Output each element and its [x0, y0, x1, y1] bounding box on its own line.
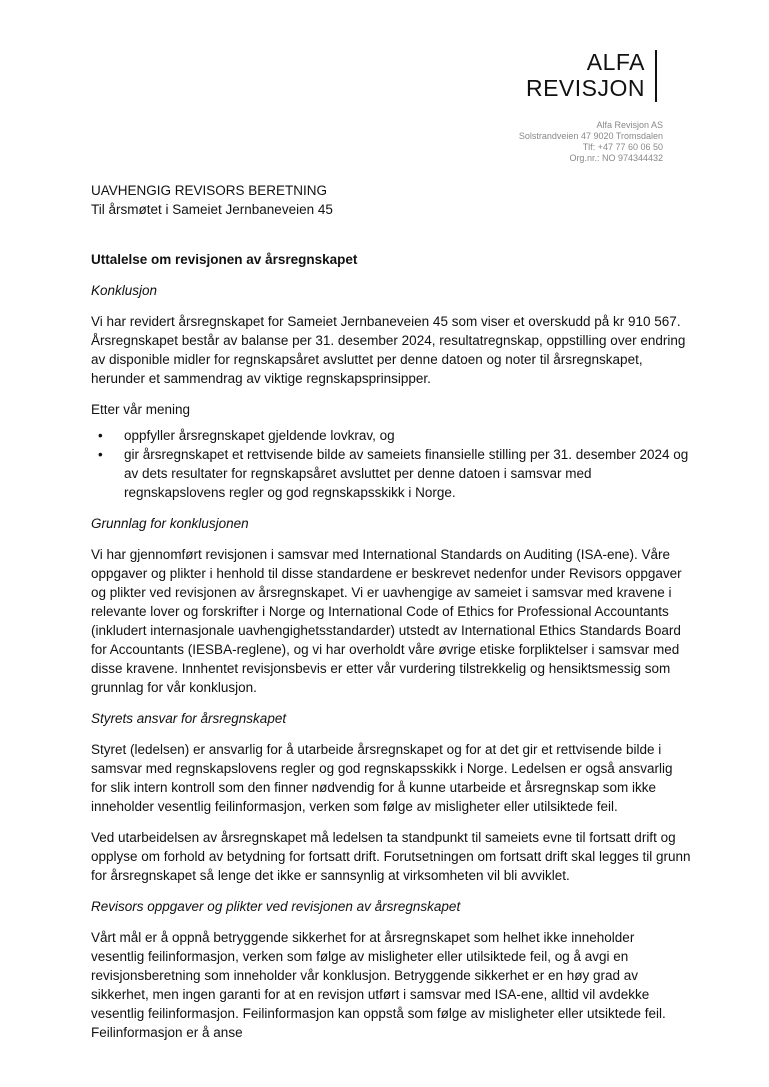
opinion-list-item: • gir årsregnskapet et rettvisende bilde av sameiets finansielle stilling per 31. desember 2024 og av dets resultater for regnskapsåret avsluttet per denne datoen i samsvar med regnskapslovens regler og god regnskapsskikk i Norge. [124, 445, 691, 502]
logo-line-2: REVISJON [525, 75, 645, 101]
revisors-paragraph-1: Vårt mål er å oppnå betryggende sikkerhet for at årsregnskapet som helhet ikke inneholder vesentlig feilinformasjon, verken som følge av misligheter eller utilsiktede feil, og å avgi en revisjonsberetning som inneholder vår konklusjon. Betryggende sikkerhet er en høy grad av sikkerhet, men ingen garanti for at en revisjon utført i samsvar med ISA-ene, alltid vil avdekke vesentlig feilinformasjon. Feilinformasjon kan oppstå som følge av misligheter eller utsiktede feil. Feilinformasjon er å anse [91, 930, 666, 1040]
company-address: Solstrandveien 47 9020 Tromsdalen [518, 131, 663, 141]
company-address-block [519, 120, 663, 164]
company-phone: Tlf: +47 77 60 06 50 [582, 142, 663, 152]
company-name: Alfa Revisjon AS [596, 120, 663, 130]
document-body [91, 181, 691, 1042]
konklusjon-paragraph: Vi har revidert årsregnskapet for Sameiet Jernbaneveien 45 som viser et overskudd på kr 910 567. Årsregnskapet består av balanse per 31. desember 2024, resultatregnskap, oppstilling over endring av disponible midler for regnskapsåret avsluttet per denne datoen og noter til årsregnskapet, herunder et sammendrag av viktige regnskapsprinsipper. [91, 314, 686, 386]
document-heading [91, 181, 691, 219]
konklusjon-heading: Konklusjon [91, 283, 158, 298]
logo-line-1: ALFA [586, 49, 645, 75]
logo-bar [655, 50, 657, 102]
company-org-number: Org.nr.: NO 974344432 [569, 153, 663, 163]
etter-var-mening: Etter vår mening [91, 402, 191, 417]
styret-paragraph-2: Ved utarbeidelsen av årsregnskapet må ledelsen ta standpunkt til sameiets evne til fortsatt drift og opplyse om forhold av betydning for fortsatt drift. Forutsetningen om fortsatt drift skal legges til grunn for årsregnskapet så lenge det ikke er sannsynlig at virksomheten vil bli avviklet. [91, 830, 691, 883]
company-logo [525, 48, 659, 106]
opinion-list [91, 426, 691, 502]
opinion-list-item: • oppfyller årsregnskapet gjeldende lovkrav, og [124, 426, 691, 445]
styret-paragraph-1: Styret (ledelsen) er ansvarlig for å utarbeide årsregnskapet og for at det gir et rettvisende bilde i samsvar med regnskapslovens regler og god regnskapsskikk i Norge. Ledelsen er også ansvarlig for slik intern kontroll som den finner nødvendig for å kunne utarbeide et årsregnskap som ikke inneholder vesentlig feilinformasjon, verken som følge av misligheter eller utilsiktede feil. [91, 742, 673, 814]
grunnlag-paragraph: Vi har gjennomført revisjonen i samsvar med International Standards on Auditing (ISA-ene). Våre oppgaver og plikter i henhold til disse standardene er beskrevet nedenfor under Revisors oppgaver og plikter ved revisjonen av årsregnskapet. Vi er uavhengige av sameiet i samsvar med kravene i relevante lover og forskrifter i Norge og International Code of Ethics for Professional Accountants (inkludert internasjonale uavhengighetsstandarder) utstedt av International Ethics Standards Board for Accountants (IESBA-reglene), og vi har overholdt våre øvrige etiske forpliktelser i samsvar med disse kravene. Innhentet revisjonsbevis er etter vår vurdering tilstrekkelig og hensiktsmessig som grunnlag for vår konklusjon. [91, 547, 682, 695]
styret-heading: Styrets ansvar for årsregnskapet [91, 711, 287, 726]
document-recipient: Til årsmøtet i Sameiet Jernbaneveien 45 [91, 202, 333, 217]
grunnlag-heading: Grunnlag for konklusjonen [91, 516, 249, 531]
document-title: UAVHENGIG REVISORS BERETNING [91, 183, 328, 198]
revisors-heading: Revisors oppgaver og plikter ved revisjonen av årsregnskapet [91, 899, 461, 914]
section-title: Uttalelse om revisjonen av årsregnskapet [91, 252, 358, 267]
